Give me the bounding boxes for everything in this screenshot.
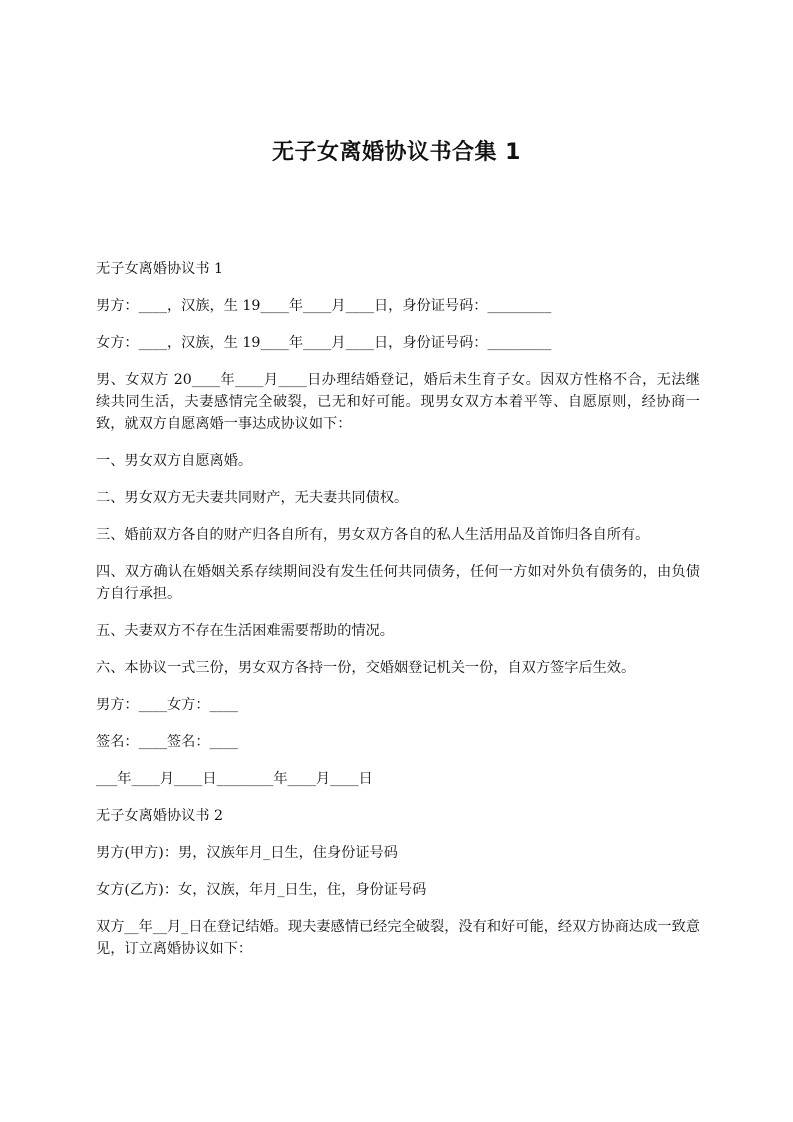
party-a-line: 男方(甲方)：男，汉族年月_日生，住身份证号码 — [96, 845, 398, 861]
party-signature-labels: 男方：____女方：____ — [96, 697, 238, 713]
clause-4: 四、双方确认在婚姻关系存续期间没有发生任何共同债务，任何一方如对外负有债务的，由负债方自行承担。 — [96, 564, 700, 602]
party-b-line: 女方(乙方)：女，汉族，年月_日生，住，身份证号码 — [96, 882, 427, 898]
date-line: ___年____月____日________年____月____日 — [96, 771, 373, 787]
agreement-intro: 双方__年__月_日在登记结婚。现夫妻感情已经完全破裂，没有和好可能，经双方协商达成一致意见，订立离婚协议如下： — [96, 919, 700, 957]
signature-line: 签名：____签名：____ — [96, 734, 238, 750]
clause-6: 六、本协议一式三份，男女双方各持一份，交婚姻登记机关一份，自双方签字后生效。 — [96, 660, 636, 676]
clause-3: 三、婚前双方各自的财产归各自所有，男女双方各自的私人生活用品及首饰归各自所有。 — [96, 527, 650, 543]
male-party-line: 男方：____，汉族，生 19____年____月____日，身份证号码：_________ — [96, 298, 552, 314]
clause-5: 五、夫妻双方不存在生活困难需要帮助的情况。 — [96, 623, 394, 639]
clause-1: 一、男女双方自愿离婚。 — [96, 453, 253, 469]
section-heading-2: 无子女离婚协议书 2 — [96, 808, 224, 824]
clause-2: 二、男女双方无夫妻共同财产，无夫妻共同债权。 — [96, 490, 409, 506]
marriage-statement: 男、女双方 20____年____月____日办理结婚登记，婚后未生育子女。因双方性格不合，无法继续共同生活，夫妻感情完全破裂，已无和好可能。现男女双方本着平等、自愿原则，经协商一致，就双方自愿离婚一事达成协议如下： — [96, 372, 700, 432]
section-heading-1: 无子女离婚协议书 1 — [96, 261, 224, 277]
document-title: 无子女离婚协议书合集 1 — [272, 140, 521, 165]
female-party-line: 女方：____，汉族，生 19____年____月____日，身份证号码：_________ — [96, 335, 552, 351]
document-body — [96, 258, 700, 975]
